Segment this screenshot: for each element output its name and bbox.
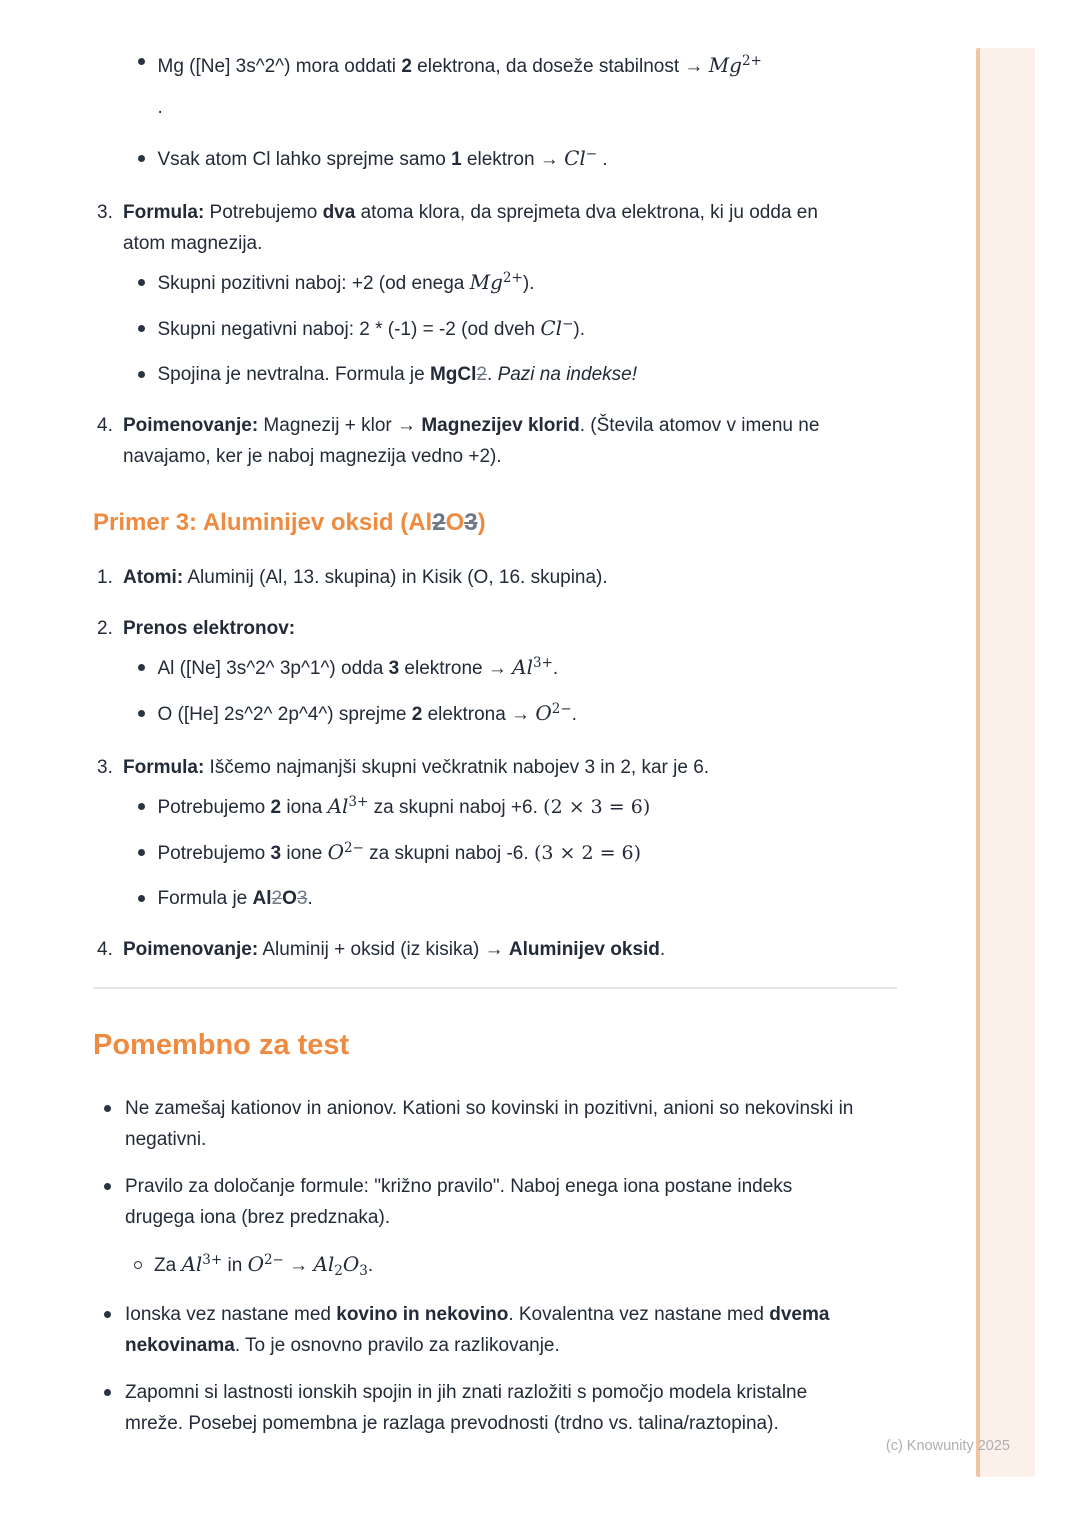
test-tips-bullets [0,1093,856,1439]
text-run: Aluminij + oksid (iz kisika) → [258,939,509,960]
page-edge-panel [976,48,1035,1477]
text-run-b: O [282,888,297,909]
text-run: O ([He] 2s^2^ 2p^4^) sprejme [157,704,412,725]
bullet-icon [138,803,145,810]
text-run: . (Števila atomov v imenu ne navajamo, ker je naboj magnezija vedno +2). [123,415,820,467]
list-item-text [125,1377,856,1439]
bullet-icon [138,155,145,162]
primer-3-heading [93,508,856,538]
text-run: Potrebujemo [157,797,271,818]
numbered-item-text [123,752,856,783]
text-run-mi: Al [512,655,533,679]
bullet-icon [138,371,145,378]
text-run-strike: 3 [464,509,478,536]
text-run-b: MgCl [429,364,477,385]
bullet-icon [138,664,145,671]
text-run: . [367,1255,374,1276]
text-run: . To je osnovno pravilo za razlikovanje. [234,1335,560,1356]
text-run-b: Atomi: [123,567,184,588]
item-number: 3. [97,202,113,223]
list-item-text [158,143,857,177]
text-run-msup: − [562,316,574,332]
pomembno-za-test-heading [93,1027,856,1063]
text-run: ione [281,843,328,864]
list-item-text [158,267,857,301]
text-run-mi: Mg [469,270,503,294]
bullet-icon [104,1183,111,1190]
text-run-mi: O [247,1252,264,1276]
text-run-b: Poimenovanje: [123,415,259,436]
numbered-item-row [0,562,856,593]
bullet-icon [104,1105,111,1112]
text-run: Formula je [157,888,253,909]
text-run: . [597,149,608,170]
text-run: Mg ([Ne] 3s^2^) mora oddati [157,56,402,77]
text-run-mi: Cl [540,316,563,340]
list-item [0,1377,856,1439]
text-run: . [552,658,559,679]
text-run-b: 2 [270,797,282,818]
text-run: . [571,704,577,725]
sub-bullet-list [0,267,856,390]
bullet-icon [138,58,145,65]
text-run-msup: 2+ [502,270,523,286]
text-run-msup: 2+ [741,53,762,69]
text-run: Spojina je nevtralna. Formula je [157,364,430,385]
text-run-strike: 3 [296,888,308,909]
bullet-icon [138,849,145,856]
text-run-b: 2 [401,56,412,77]
text-run-i: Pazi na indekse! [497,364,637,385]
text-run: elektrone → [399,658,513,679]
bullet-icon [138,279,145,286]
text-run-mi: Al [313,1252,335,1276]
document-content [0,46,856,1455]
text-run: iona [281,797,328,818]
text-run-msup: 3+ [202,1252,223,1268]
list-item [0,313,856,347]
text-run-mi: O [535,701,552,725]
circle-bullet-icon [134,1261,142,1269]
text-run-strike: 2 [476,364,487,385]
list-item-text [158,313,857,347]
list-item [0,1093,856,1155]
text-run-msup: 2− [551,701,572,717]
text-run-m: (3 × 2 = 6) [533,842,642,864]
list-item-text [125,1093,856,1155]
text-run: O [445,509,465,536]
text-run-b: 1 [451,149,462,170]
bullet-icon [138,325,145,332]
item-number: 4. [97,939,113,960]
list-item-text [158,46,857,127]
copyright-text: (c) Knowunity 2025 [885,1438,1010,1454]
list-item-text [158,837,857,871]
list-item-text [125,1299,856,1361]
text-run: za skupni naboj -6. [363,843,534,864]
section-divider [93,987,897,989]
text-run: Vsak atom Cl lahko sprejme samo [157,149,452,170]
magnesium-electron-bullets [0,46,856,177]
al2o3-atoms-item [0,562,856,593]
list-item-text [158,791,857,825]
text-run: Ne zamešaj kationov in anionov. Kationi so kovinski in pozitivni, anioni so nekovinski in negativni. [125,1098,854,1150]
text-run-b: Formula: [123,757,205,778]
text-run: elektrona → [422,704,536,725]
list-item [0,791,856,825]
text-run: . Kovalentna vez nastane med [508,1304,770,1325]
numbered-item-text [123,934,856,965]
numbered-item-text [123,613,856,644]
sub-bullet-list [0,791,856,914]
bullet-icon [138,710,145,717]
text-run: elektrona, da doseže stabilnost → [411,56,709,77]
text-run: Skupni negativni naboj: 2 * (-1) = -2 (od dveh [157,319,541,340]
text-run: za skupni naboj +6. [368,797,544,818]
text-run-b: Poimenovanje: [123,939,259,960]
numbered-item-row [0,752,856,783]
list-item [0,143,856,177]
text-run: . [659,939,666,960]
item-number: 4. [97,415,113,436]
list-item-text [125,1171,856,1233]
text-run-b: Aluminijev oksid [508,939,660,960]
text-run-m: (2 × 3 = 6) [543,796,651,818]
list-item [0,652,856,686]
list-item-text [158,652,857,686]
text-run-b: Al [252,888,272,909]
numbered-item-row [0,934,856,965]
al2o3-naming-item [0,934,856,965]
text-run: Magnezij + klor → [258,415,422,436]
text-run: Zapomni si lastnosti ionskih spojin in jih znati razložiti s pomočjo modela kristalne mreže. Posebej pomembna je razlaga prevodnosti (trdno vs. talina/raztopina). [125,1382,808,1434]
text-run: in [222,1255,248,1276]
item-number: 3. [97,757,113,778]
list-item-text [158,883,857,914]
numbered-item-text [123,562,856,593]
bullet-icon [104,1389,111,1396]
text-run: Potrebujemo [204,202,323,223]
text-run-strike: 2 [432,509,446,536]
text-run: . [157,97,163,118]
text-run-b: 3 [270,843,282,864]
text-run: Pomembno za test [93,1029,350,1061]
numbered-item-row [0,410,856,472]
text-run-mi: Mg [708,53,742,77]
numbered-item-row [0,613,856,644]
list-item [0,698,856,732]
text-run-mi: Al [327,794,349,818]
text-run: Pravilo za določanje formule: "križno pravilo". Naboj enega iona postane indeks drugega iona (brez predznaka). [125,1176,793,1228]
text-run: Za [154,1255,182,1276]
text-run-msup: − [585,146,598,162]
text-run-mi: O [327,840,344,864]
text-run: ). [573,319,585,340]
text-run: . [487,364,498,385]
text-run: Ionska vez nastane med [125,1304,337,1325]
text-run: Aluminij (Al, 13. skupina) in Kisik (O, 16. skupina). [183,567,608,588]
list-item-text [158,698,857,732]
numbered-item-text [123,410,856,472]
numbered-item-row [0,197,856,259]
sub-bullet-list [0,652,856,732]
text-run-msup: 2− [343,840,364,856]
list-item [0,883,856,914]
text-run: atoma klora, da sprejmeta dva elektrona, ki ju odda en atom magnezija. [123,202,818,254]
mgcl2-formula-item [0,197,856,390]
text-run-b: dva [322,202,356,223]
list-item [0,359,856,390]
text-run: Potrebujemo [157,843,271,864]
text-run-b: dvema nekovinama [125,1304,830,1356]
bullet-icon [138,895,145,902]
list-item [0,1249,856,1283]
list-item [0,267,856,301]
text-run-b: Magnezijev klorid [421,415,580,436]
text-run-mi: O [342,1252,360,1276]
list-item-text [158,359,857,390]
text-run-b: Prenos elektronov: [123,618,296,639]
item-number: 1. [97,567,113,588]
text-run-mi: Cl [564,146,586,170]
text-run: Skupni pozitivni naboj: +2 (od enega [157,273,470,294]
text-run: Al ([Ne] 3s^2^ 3p^1^) odda [157,658,389,679]
text-run-mi: Al [181,1252,203,1276]
list-item-text [154,1249,856,1283]
mgcl2-naming-item [0,410,856,472]
al2o3-electron-transfer-item [0,613,856,732]
text-run: ). [522,273,535,294]
text-run-b: 3 [388,658,400,679]
al2o3-formula-item [0,752,856,914]
list-item [0,46,856,127]
text-run-b: 2 [411,704,423,725]
text-run: . [307,888,313,909]
text-run: → [283,1255,314,1276]
text-run-msup: 2− [263,1252,284,1268]
text-run: Primer 3: Aluminijev oksid (Al [93,509,433,536]
list-item [0,1171,856,1233]
text-run-b: Formula: [123,202,205,223]
list-item [0,1299,856,1361]
text-run: elektron → [461,149,565,170]
bullet-icon [104,1311,111,1318]
item-number: 2. [97,618,113,639]
text-run-strike: 2 [271,888,283,909]
text-run-msub: 3 [359,1263,368,1279]
text-run-msup: 3+ [532,655,553,671]
text-run-msub: 2 [334,1263,343,1279]
text-run: ) [477,509,486,536]
numbered-item-text [123,197,856,259]
list-item [0,837,856,871]
text-run: Iščemo najmanjši skupni večkratnik nabojev 3 in 2, kar je 6. [204,757,710,778]
text-run-msup: 3+ [348,794,369,810]
text-run-b: kovino in nekovino [336,1304,509,1325]
